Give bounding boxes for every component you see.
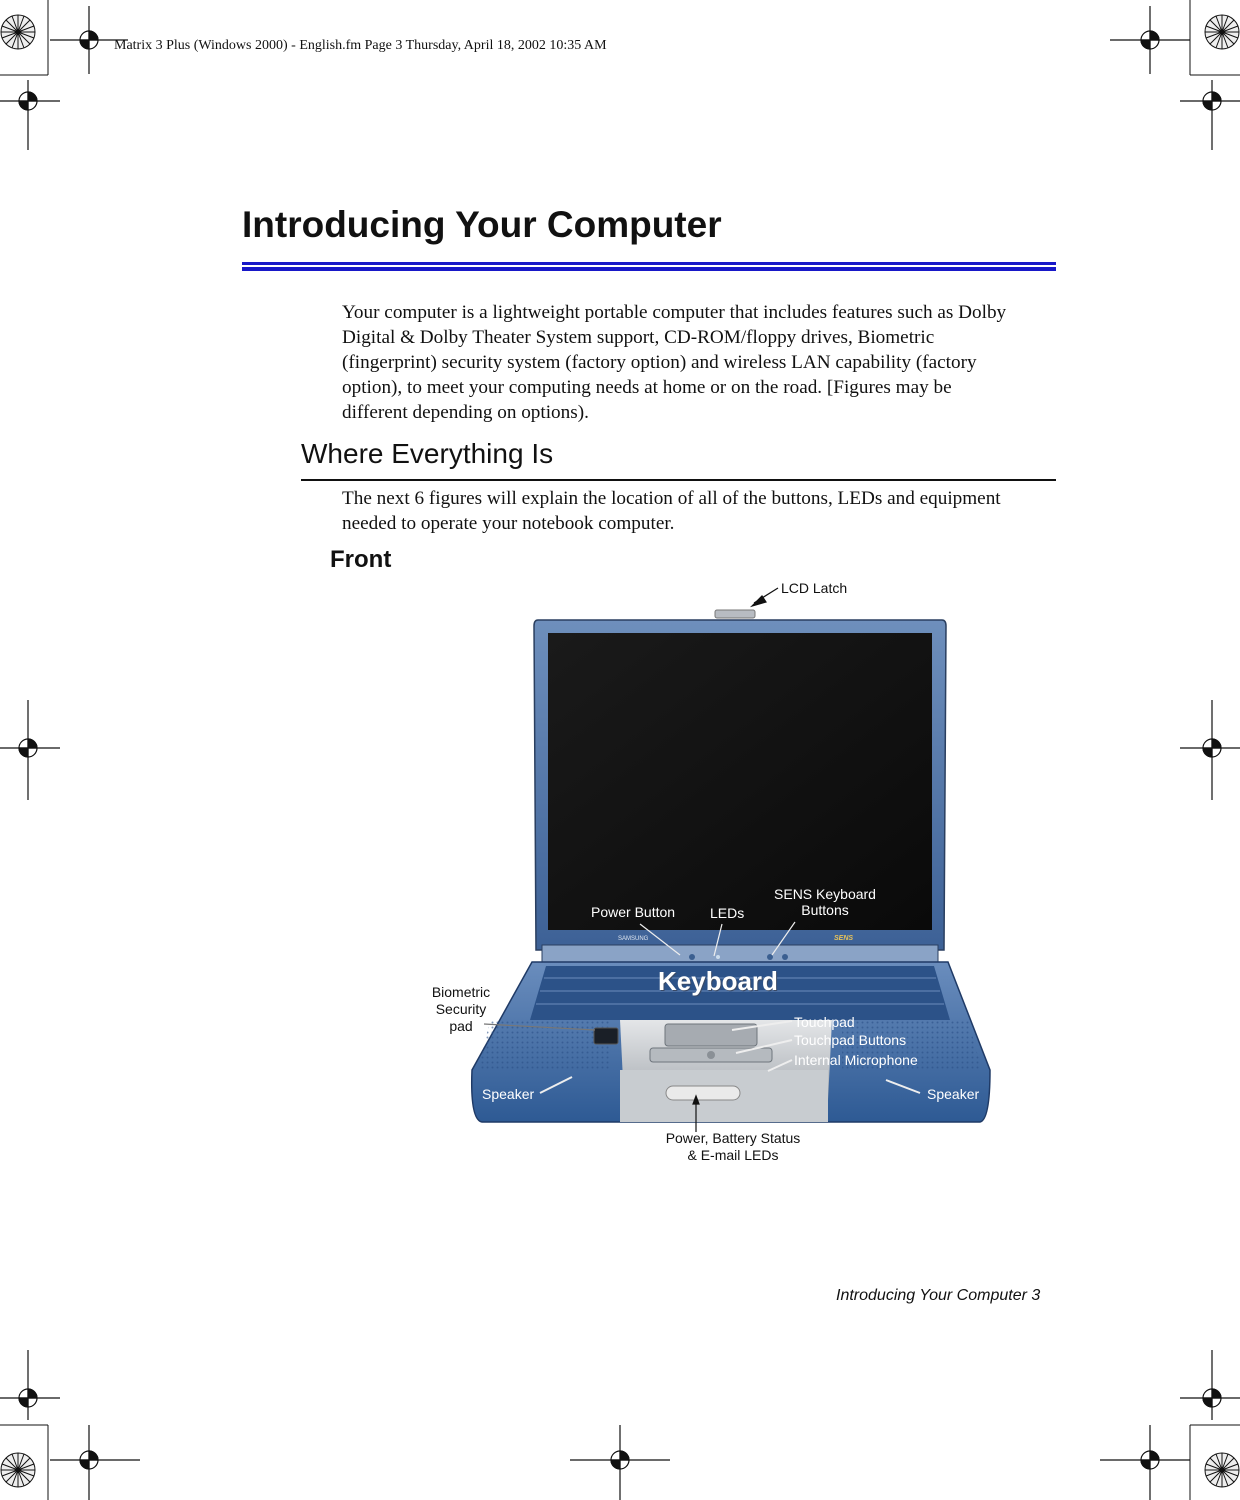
registration-target-icon [1180, 80, 1240, 150]
bezel-brand-right: SENS [834, 935, 854, 942]
section-heading: Where Everything Is [301, 438, 554, 469]
callout-touchpad: Touchpad [794, 1014, 855, 1030]
callout-leds: LEDs [710, 905, 745, 921]
registration-target-icon [1110, 6, 1190, 74]
page-footer: Introducing Your Computer 3 [836, 1287, 1041, 1304]
registration-target-icon [50, 6, 128, 74]
section-line: needed to operate your notebook computer. [342, 513, 675, 534]
starburst-mark-icon [1, 1453, 35, 1487]
intro-line: (fingerprint) security system (factory option) and wireless LAN capability (factory [342, 352, 977, 373]
callout-line: Security [435, 1001, 487, 1017]
registration-target-icon [0, 80, 60, 150]
callout-keyboard: Keyboard [658, 966, 778, 996]
registration-target-icon [0, 700, 60, 800]
callout-speaker-left: Speaker [482, 1086, 535, 1102]
callout-power-button: Power Button [591, 904, 676, 920]
intro-line: Digital & Dolby Theater System support, CD-ROM/floppy drives, Biometric [342, 327, 935, 348]
callout-line: SENS Keyboard [774, 886, 876, 902]
starburst-mark-icon [1205, 1453, 1239, 1487]
registration-target-icon [50, 1425, 140, 1500]
callout-microphone: Internal Microphone [794, 1052, 918, 1068]
registration-target-icon [1180, 700, 1240, 800]
intro-line: Your computer is a lightweight portable computer that includes features such as Dolby [342, 302, 1007, 323]
callout-line: Biometric [431, 984, 491, 1000]
page-title: Introducing Your Computer [242, 204, 722, 245]
registration-target-icon [1100, 1425, 1190, 1500]
print-header: Matrix 3 Plus (Windows 2000) - English.fm Page 3 Thursday, April 18, 2002 10:35 AM [114, 38, 607, 53]
bezel-brand-left: SAMSUNG [618, 936, 649, 942]
registration-target-icon [1180, 1350, 1240, 1420]
callout-line: pad [449, 1018, 473, 1034]
intro-line: option), to meet your computing needs at home or on the road. [Figures may be [342, 377, 952, 398]
registration-target-icon [570, 1425, 670, 1500]
subheading-front: Front [330, 546, 392, 573]
callout-line: Buttons [801, 902, 849, 918]
starburst-mark-icon [1, 15, 35, 49]
callout-touchpad-buttons: Touchpad Buttons [794, 1032, 907, 1048]
callout-lcd-latch: LCD Latch [781, 580, 848, 596]
callout-line: Power, Battery Status [665, 1130, 801, 1146]
callout-line: & E-mail LEDs [687, 1147, 779, 1163]
callout-speaker-right: Speaker [927, 1086, 980, 1102]
registration-target-icon [0, 1350, 60, 1420]
intro-line: different depending on options). [342, 402, 589, 423]
starburst-mark-icon [1205, 15, 1239, 49]
section-line: The next 6 figures will explain the location of all of the buttons, LEDs and equipment [342, 488, 1001, 509]
